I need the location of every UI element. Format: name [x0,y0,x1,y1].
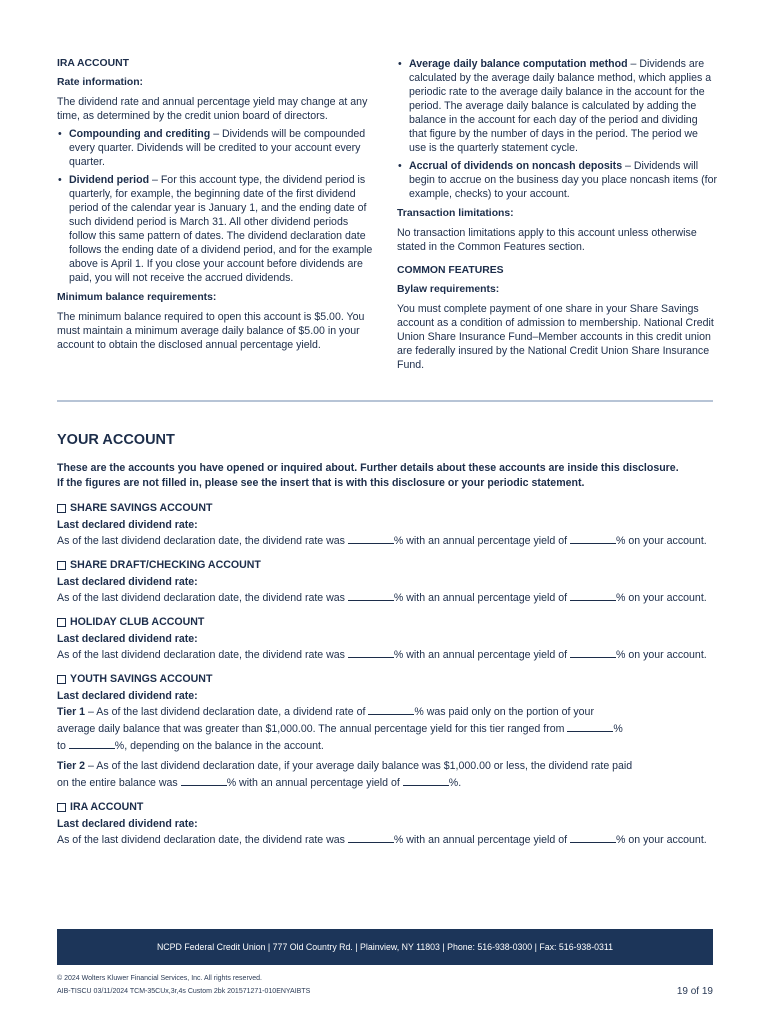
account-share-draft-checking: SHARE DRAFT/CHECKING ACCOUNT Last declared dividend rate: As of the last dividend declaration date, the dividend rate was % with an annual percentage yield of % on your account. [57,559,707,604]
account-ira: IRA ACCOUNT Last declared dividend rate: As of the last dividend declaration date, the dividend rate was % with an annual percentage yield of % on your account. [57,801,707,846]
bullet-accrual: • Accrual of dividends on noncash deposits – Dividends will begin to accrue on the business day you place noncash items (for example, checks) to your account. [397,159,717,201]
transaction-limitations-text: No transaction limitations apply to this account unless otherwise stated in the Common Features section. [397,227,697,253]
your-account-title: YOUR ACCOUNT [57,432,175,448]
section-divider [57,400,713,402]
account-youth-savings: YOUTH SAVINGS ACCOUNT Last declared dividend rate: Tier 1 – As of the last dividend declaration date, a dividend rate of % was paid only on the portion of your average daily balance that was greater than $1,000.00. The annual percentage yield for this tier ranged from % to %, depending on the balance in the account. Tier 2 – As of the last dividend declaration date, if your average daily balance was $1,000.00 or less, the dividend rate paid on the entire balance was % with an annual percentage yield of %. [57,672,717,790]
tier1-line-1: Tier 1 – As of the last dividend declaration date, a dividend rate of % was paid only on the portion of your [57,706,594,718]
tier2-line-2: on the entire balance was % with an annual percentage yield of %. [57,777,462,789]
checkbox-holiday-club[interactable] [57,618,66,627]
bullet-compounding: • Compounding and crediting – Dividends will be compounded every quarter. Dividends will be credited to your account every quarter. [57,127,373,169]
transaction-limitations-heading: Transaction limitations: [397,208,514,219]
rate-info-text: The dividend rate and annual percentage yield may change at any time, as determined by the credit union board of directors. [57,96,368,122]
checkbox-ira[interactable] [57,803,66,812]
page-number: 19 of 19 [676,986,713,997]
rate-blank [348,833,394,843]
apy-blank [570,833,616,843]
bylaw-text: You must complete payment of one share in your Share Savings account as a condition of admission to membership. National Credit Union Share Insurance Fund–Member accounts in this credit union are federally insured by the National Credit Union Share Insurance Fund. [397,303,714,371]
checkbox-share-draft[interactable] [57,561,66,570]
common-features-heading: COMMON FEATURES [397,265,504,276]
account-share-savings: SHARE SAVINGS ACCOUNT Last declared dividend rate: As of the last dividend declaration date, the dividend rate was % with an annual percentage yield of % on your account. [57,502,707,547]
checkbox-share-savings[interactable] [57,504,66,513]
right-bullet-list [397,57,717,201]
rate-info-heading: Rate information: [57,77,144,88]
tier1-line-3: to %, depending on the balance in the account. [57,740,324,752]
rate-blank [348,534,394,544]
ira-bullet-list [57,127,373,285]
rate-blank [348,648,394,658]
copyright-text: © 2024 Wolters Kluwer Financial Services, Inc. All rights reserved. [57,975,262,982]
min-balance-text: The minimum balance required to open this account is $5.00. You must maintain a minimum average daily balance of $5.00 in your account to obtain the disclosed annual percentage yield. [57,311,365,351]
tier2-line-1: Tier 2 – As of the last dividend declaration date, if your average daily balance was $1,000.00 or less, the dividend rate paid [57,760,633,772]
footer-contact-bar: NCPD Federal Credit Union | 777 Old Country Rd. | Plainview, NY 11803 | Phone: 516-938-0300 | Fax: 516-938-0311 [57,929,713,965]
bylaw-heading: Bylaw requirements: [397,284,500,295]
account-holiday-club: HOLIDAY CLUB ACCOUNT Last declared dividend rate: As of the last dividend declaration date, the dividend rate was % with an annual percentage yield of % on your account. [57,616,707,661]
min-balance-heading: Minimum balance requirements: [57,292,217,303]
document-code: AIB-TISCU 03/11/2024 TCM-35CUx,3r,4s Custom 2bk 201571271-010ENYAIBTS [57,988,311,995]
bullet-dividend-period: • Dividend period – For this account type, the dividend period is quarterly, for example, the beginning date of the first dividend period of the calendar year is January 1, and the ending date of such dividend period is March 31. All other dividend periods follow this same pattern of dates. The dividend declaration date follows the ending date of a dividend period, and for the example above is April 1. If you close your account before dividends are paid, you will not receive the accrued dividends. [57,173,373,285]
left-column [57,57,373,356]
right-column [397,57,717,376]
checkbox-youth-savings[interactable] [57,675,66,684]
ira-heading: IRA ACCOUNT [57,58,129,69]
rate-blank [348,591,394,601]
apy-blank [570,534,616,544]
tier1-line-2: average daily balance that was greater than $1,000.00. The annual percentage yield for this tier ranged from % [57,723,623,735]
your-account-section [57,461,717,857]
apy-blank [570,591,616,601]
your-account-intro: These are the accounts you have opened or inquired about. Further details about these accounts are inside this disclosure. If the figures are not filled in, please see the insert that is with this disclosure or your periodic statement. [57,462,679,489]
bullet-average-daily-balance: • Average daily balance computation method – Dividends are calculated by the average daily balance method, which applies a periodic rate to the average daily balance in the account for the period. The average daily balance is calculated by adding the balance in the account for each day of the period and dividing that figure by the number of days in the period. The period we use is the quarterly statement cycle. [397,57,717,155]
apy-blank [570,648,616,658]
